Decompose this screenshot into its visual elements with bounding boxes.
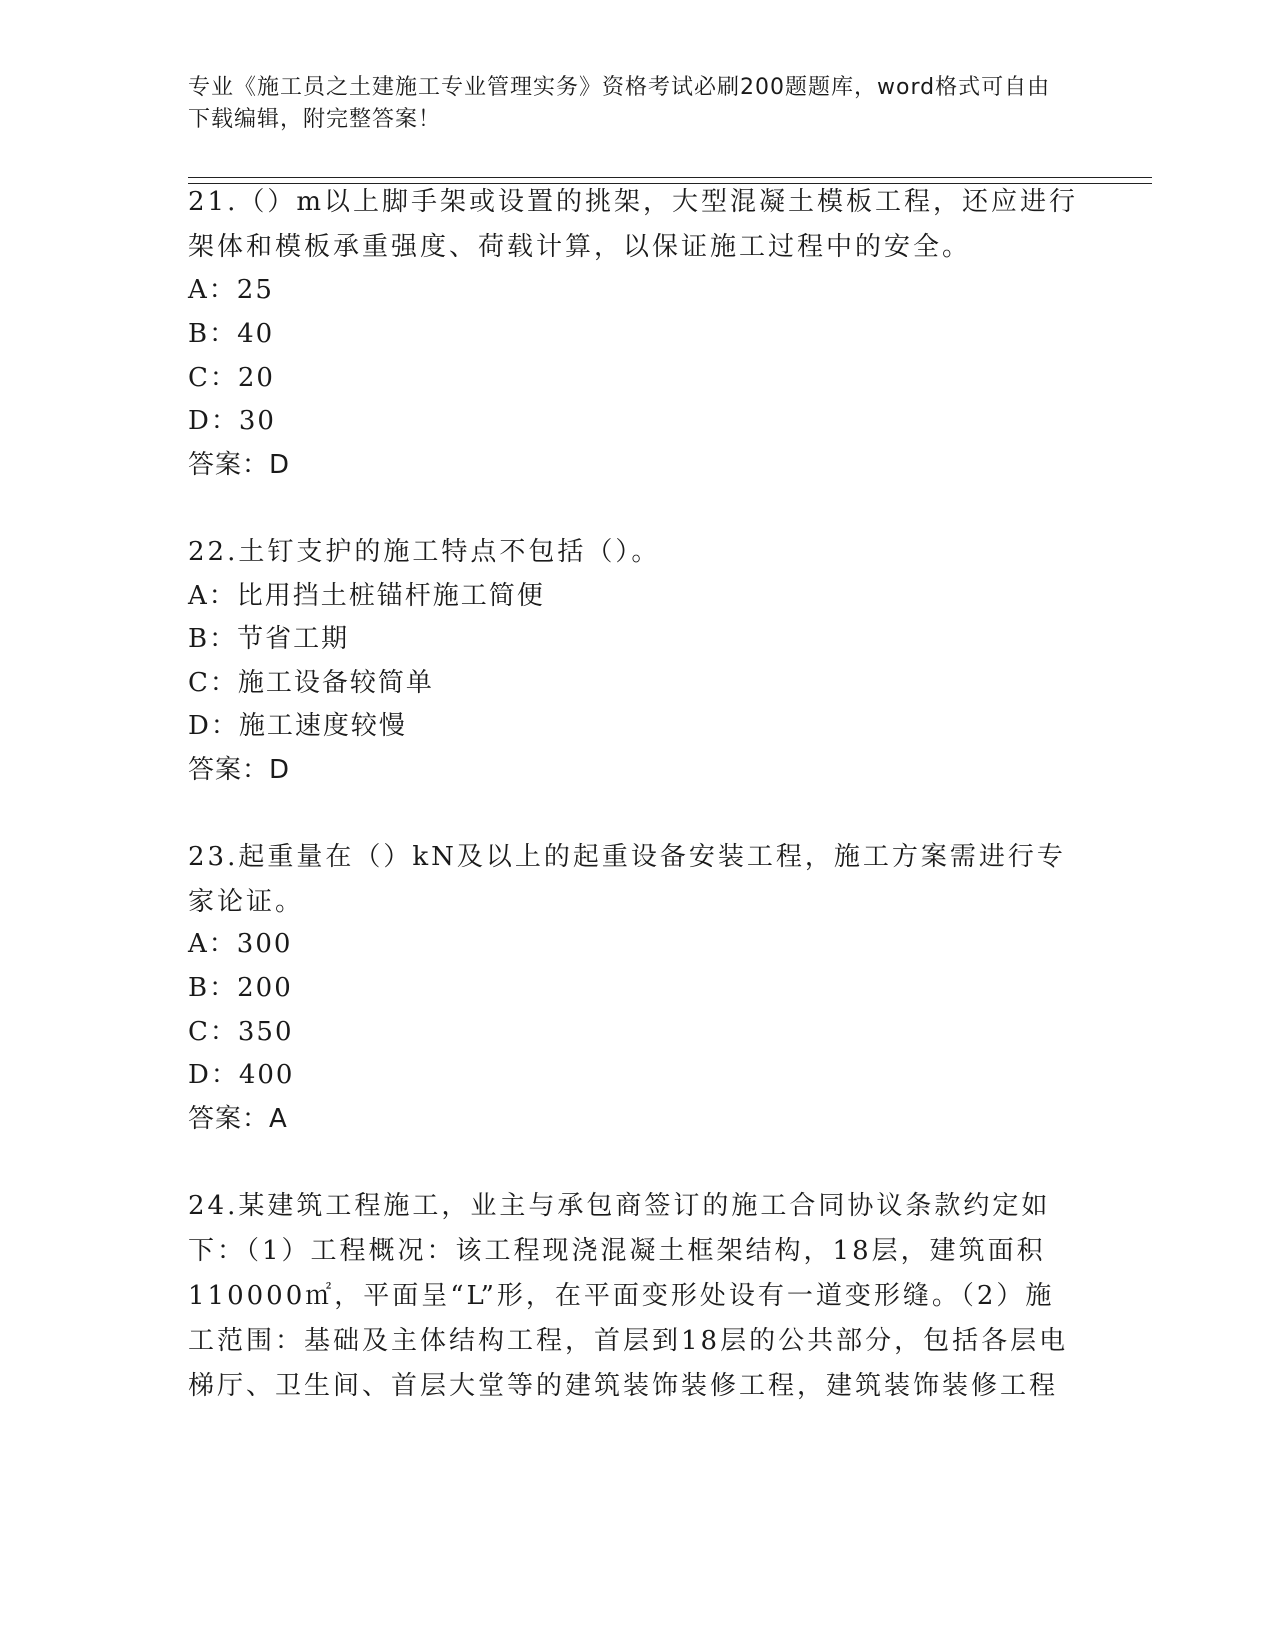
question-22-answer: 答案：D xyxy=(188,755,291,785)
question-stem-21: 21.（）m以上脚手架或设置的挑架，大型混凝土模板工程，还应进行架体和模板承重强度、荷载计算，以保证施工过程中的安全。 xyxy=(188,187,1079,262)
question-21-option-d: D：30 xyxy=(188,406,276,436)
question-22-option-c: C：施工设备较简单 xyxy=(188,668,434,698)
question-stem-23: 23.起重量在（）kN及以上的起重设备安装工程，施工方案需进行专家论证。 xyxy=(188,842,1066,917)
question-23-answer: 答案：A xyxy=(188,1104,288,1134)
question-23-option-a: A：300 xyxy=(188,929,293,959)
question-21-option-c: C：20 xyxy=(188,363,275,393)
question-22-option-b: B：节省工期 xyxy=(188,624,350,654)
question-21-option-b: B：40 xyxy=(188,319,275,349)
question-21-option-a: A：25 xyxy=(188,275,274,305)
document-header-title: 专业《施工员之土建施工专业管理实务》资格考试必刷200题题库，word格式可自由下载编辑，附完整答案！ xyxy=(188,75,1051,132)
question-stem-24: 24.某建筑工程施工，业主与承包商签订的施工合同协议条款约定如下：（1）工程概况：该工程现浇混凝土框架结构，18层，建筑面积110000㎡，平面呈“L”形，在平面变形处设有一道变形缝。（2）施工范围：基础及主体结构工程，首层到18层的公共部分，包括各层电梯厅、卫生间、首层大堂等的建筑装饰装修工程，建筑装饰装修工程 xyxy=(188,1191,1069,1401)
header-divider-top xyxy=(188,177,1152,178)
question-23-option-d: D：400 xyxy=(188,1060,295,1090)
question-21-answer: 答案：D xyxy=(188,450,291,480)
question-22-option-d: D：施工速度较慢 xyxy=(188,711,407,741)
question-22-option-a: A：比用挡土桩锚杆施工简便 xyxy=(188,581,545,611)
question-23-option-c: C：350 xyxy=(188,1017,294,1047)
question-stem-22: 22.土钉支护的施工特点不包括（）。 xyxy=(188,537,661,567)
question-23-option-b: B：200 xyxy=(188,973,293,1003)
